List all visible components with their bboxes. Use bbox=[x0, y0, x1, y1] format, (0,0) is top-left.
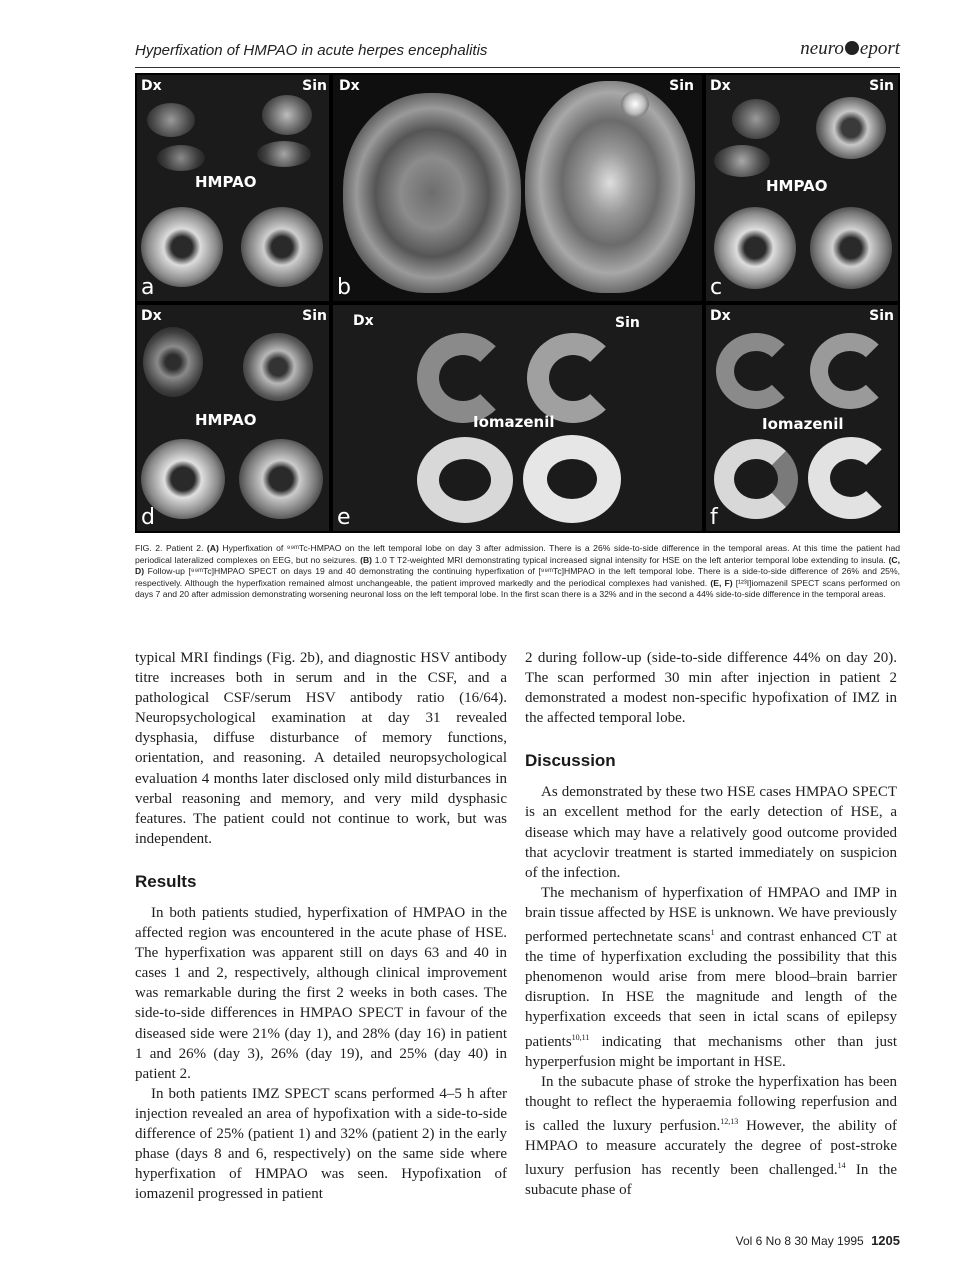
panel-d bbox=[137, 305, 329, 531]
spect-blob bbox=[243, 333, 313, 401]
caption-fig-label: FIG. 2. bbox=[135, 543, 163, 553]
spect-ring bbox=[714, 439, 798, 519]
journal-logo-suffix: eport bbox=[859, 38, 900, 59]
sin-label: Sin bbox=[669, 78, 694, 94]
spect-ring bbox=[810, 333, 890, 409]
sin-label: Sin bbox=[302, 308, 327, 324]
caption-cd-text: Follow-up [⁹⁹ᵐTc]HMPAO SPECT on days 19 and 40 demonstrating the continuing hyperfixation of [⁹⁹ᵐTc]HMPAO in the left temporal lobe. There is a side-to-side difference of 26% and 25%, respectively. Although the hyperfixation remained almost unchangeable, the patient improved markedly and the periodical complexes had vanished. bbox=[135, 566, 900, 588]
citation-ref: 14 bbox=[837, 1161, 846, 1171]
caption-cd-label: (C, D) bbox=[135, 554, 901, 577]
caption-b-text: 1.0 T T2-weighted MRI demonstrating typical increased signal intensity for HSE on the left anterior temporal lobe extending to insula. bbox=[374, 554, 886, 565]
spect-ring bbox=[417, 437, 513, 523]
tracer-label: Iomazenil bbox=[473, 413, 555, 431]
body-paragraph: typical MRI findings (Fig. 2b), and diagnostic HSV antibody titre increases both in serum and in the CSF, and a pathological CSF/serum HSV antibody ratio (16/64). Neuropsychological examination at day 31 revealed dysphasia, diffuse disturbance of memory functions, orientation, and reasoning. A detailed neuropsychological evaluation 4 months later disclosed only mild disturbances in verbal reasoning and memory, and very mild dysphasic features. The patient could not continue to work, but was independent. bbox=[135, 650, 507, 847]
spect-blob bbox=[714, 145, 770, 177]
spect-ring bbox=[808, 437, 894, 519]
text-run: indicating that mechanisms other than just hyperperfusion might be important in HSE. bbox=[525, 1033, 897, 1070]
page-number: 1205 bbox=[871, 1233, 900, 1248]
tracer-label: Iomazenil bbox=[762, 415, 844, 433]
spect-blob bbox=[157, 145, 205, 171]
figure-caption bbox=[135, 543, 900, 601]
spect-blob bbox=[262, 95, 312, 135]
spect-blob bbox=[143, 327, 203, 397]
panel-letter: b bbox=[337, 275, 351, 300]
tracer-label: HMPAO bbox=[195, 173, 257, 191]
spect-blob bbox=[816, 97, 886, 159]
dx-label: Dx bbox=[710, 308, 731, 324]
text-run: and contrast enhanced CT at the time of hyperfixation excluding the possibility that this phenomenon would arise from mere blood–brain barrier disruption. In HSE the magnitude and length of the hyperfixation exceeds that seen in ictal scans of epilepsy patients bbox=[525, 929, 898, 1050]
tracer-label: HMPAO bbox=[766, 177, 828, 195]
dx-label: Dx bbox=[710, 78, 731, 94]
journal-logo bbox=[800, 38, 900, 60]
results-heading: Results bbox=[135, 871, 197, 891]
dx-label: Dx bbox=[339, 78, 360, 94]
spect-ring bbox=[716, 333, 796, 409]
running-head bbox=[135, 38, 900, 64]
mri-slice bbox=[343, 93, 521, 293]
dx-label: Dx bbox=[141, 78, 162, 94]
journal-logo-icon bbox=[845, 41, 859, 55]
panel-c bbox=[706, 75, 898, 301]
panel-e bbox=[333, 305, 702, 531]
tracer-label: HMPAO bbox=[195, 411, 257, 429]
running-title: Hyperfixation of HMPAO in acute herpes encephalitis bbox=[135, 42, 488, 59]
body-paragraph bbox=[525, 883, 897, 1072]
panel-letter: c bbox=[710, 275, 723, 300]
body-paragraph: In both patients studied, hyperfixation of HMPAO in the affected region was encountered in the acute phase of HSE. The hyperfixation was apparent still on days 63 and 40 in cases 1 and 2, respectively, although clinical improvement was remarkable during the first 2 weeks in both cases. The side-to-side differences in HMPAO SPECT in favour of the diseased side were 21% (day 1), and 28% (day 16) in patient 1 and 26% (day 3), 26% (day 19), and 25% (day 40) in patient 2. bbox=[135, 904, 507, 1082]
mri-eye bbox=[621, 91, 649, 117]
citation-ref: 1 bbox=[710, 928, 715, 938]
body-paragraph: In both patients IMZ SPECT scans performed 4–5 h after injection revealed an area of hypofixation with a side-to-side difference of 25% (patient 1) and 32% (patient 2) in the early phase (days 8 and 6, respectively) on the same side where hyperfixation of HMPAO was seen. Hypofixation of iomazenil progressed in patient bbox=[135, 1085, 507, 1203]
text-run: In the subacute phase of stroke the hyperfixation has been thought to reflect the hyperaemia following reperfusion and is called the luxury perfusion. bbox=[525, 1073, 897, 1134]
spect-ring bbox=[417, 333, 509, 423]
sin-label: Sin bbox=[869, 78, 894, 94]
citation-ref: 12,13 bbox=[720, 1116, 739, 1126]
dx-label: Dx bbox=[353, 313, 374, 329]
body-paragraph: 2 during follow-up (side-to-side difference 44% on day 20). The scan performed 30 min after injection in patient 2 demonstrated a modest non-specific hypofixation of IMZ in the affected temporal lobe. bbox=[525, 650, 897, 727]
caption-intro: Patient 2. bbox=[165, 543, 204, 553]
header-rule bbox=[135, 67, 900, 68]
panel-a bbox=[137, 75, 329, 301]
text-run: In the subacute phase of bbox=[525, 1162, 897, 1199]
spect-ring bbox=[527, 333, 619, 423]
body-paragraph: As demonstrated by these two HSE cases HMPAO SPECT is an excellent method for the early detection of HSE, a disease which may have a relatively good outcome provided that acyclovir treatment is started immediately on suspicion of the infection. bbox=[525, 784, 897, 881]
spect-blob bbox=[147, 103, 195, 137]
dx-label: Dx bbox=[141, 308, 162, 324]
panel-letter: a bbox=[141, 275, 155, 300]
page-footer bbox=[736, 1233, 900, 1248]
discussion-heading: Discussion bbox=[525, 751, 616, 771]
journal-logo-prefix: neuro bbox=[800, 38, 844, 59]
sin-label: Sin bbox=[302, 78, 327, 94]
sin-label: Sin bbox=[869, 308, 894, 324]
right-column bbox=[525, 648, 897, 1200]
panel-b bbox=[333, 75, 702, 301]
citation-ref: 10,11 bbox=[571, 1032, 590, 1042]
left-column bbox=[135, 648, 507, 1204]
spect-blob bbox=[257, 141, 311, 167]
panel-f bbox=[706, 305, 898, 531]
spect-blob bbox=[241, 207, 323, 287]
caption-a-label: (A) bbox=[206, 543, 219, 553]
panel-letter: d bbox=[141, 505, 155, 530]
text-run: The mechanism of hyperfixation of HMPAO and IMP in brain tissue affected by HSE is unknown. We have previously performed pertechnetate scans bbox=[525, 884, 897, 946]
sin-label: Sin bbox=[615, 315, 640, 331]
spect-blob bbox=[732, 99, 780, 139]
text-run: However, the ability of HMPAO to measure accurately the degree of post-stroke luxury perfusion has recently been challenged. bbox=[525, 1117, 897, 1179]
issue-info: Vol 6 No 8 30 May 1995 bbox=[735, 1234, 864, 1248]
spect-blob bbox=[810, 207, 892, 289]
body-paragraph bbox=[525, 1072, 897, 1201]
panel-letter: e bbox=[337, 505, 351, 530]
figure-2 bbox=[135, 73, 900, 533]
spect-blob bbox=[714, 207, 796, 289]
caption-a-text: Hyperfixation of ⁹⁹ᵐTc-HMPAO on the left temporal lobe on day 3 after admission. There is a 26% side-to-side difference in the temporal areas. At this time the patient had periodical lateralized complexes on EEG, but no seizures. bbox=[135, 543, 900, 565]
mri-slice bbox=[525, 81, 695, 293]
spect-blob bbox=[239, 439, 323, 519]
caption-ef-text: [¹²³I]iomazenil SPECT scans performed on days 7 and 20 after admission demonstrating worsening neuronal loss on the left temporal lobe. In the first scan there is a 32% and in the second a 44% side-to-side difference in the temporal areas. bbox=[135, 577, 900, 600]
panel-letter: f bbox=[710, 505, 718, 530]
caption-b-label: (B) bbox=[360, 554, 373, 565]
caption-ef-label: (E, F) bbox=[710, 577, 733, 588]
spect-ring bbox=[523, 435, 621, 523]
